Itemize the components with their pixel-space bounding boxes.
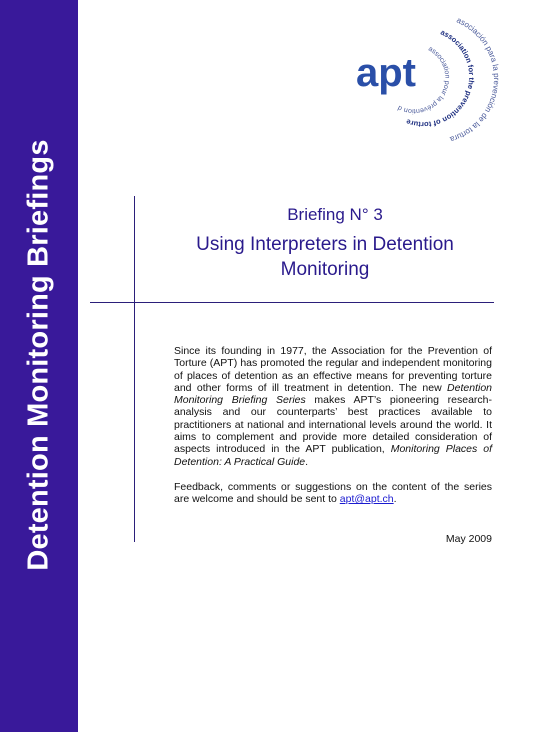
vertical-rule	[134, 196, 135, 542]
horizontal-rule	[90, 302, 494, 303]
logo-acronym: apt	[356, 51, 416, 95]
briefing-number: Briefing N° 3	[287, 205, 383, 224]
sidebar-band	[0, 0, 78, 732]
briefing-title: Using Interpreters in Detention Monitoring	[196, 234, 454, 280]
publication-title: Monitoring Places of Detention: A Practical Guide	[174, 443, 492, 468]
publication-date: May 2009	[445, 533, 492, 545]
logo-ring-inner-path: association pour la prévention d	[396, 45, 451, 115]
feedback-end: .	[393, 493, 397, 506]
intro-text-2: makes APT’s pioneering research-analysis and our counterparts’ best practices available to practitioners at national and international levels around the world. It aims to complement and provide more detailed consideration of aspects introduced in the APT publication,	[174, 394, 492, 456]
intro-text-1: Since its founding in 1977, the Association for the Prevention of Torture (APT) has promoted the regular and independent monitoring of places of detention as an effective means for preventing torture and other forms of ill treatment in detention. The new	[174, 345, 492, 394]
intro-paragraph	[174, 345, 492, 468]
logo-ring-middle-path: association for the prevention of torture	[404, 27, 477, 130]
feedback-paragraph	[174, 481, 492, 506]
email-link[interactable]: apt@apt.ch	[339, 493, 394, 506]
feedback-text: Feedback, comments or suggestions on the content of the series are welcome and should be sent to	[174, 481, 492, 506]
sidebar-title: Detention Monitoring Briefings	[22, 139, 55, 571]
series-name: Detention Monitoring Briefing Series	[174, 381, 492, 407]
logo-ring-outer-path: asociación para la prevención de la tortura	[448, 15, 501, 144]
apt-logo	[352, 8, 502, 148]
intro-text-3: .	[305, 455, 309, 468]
